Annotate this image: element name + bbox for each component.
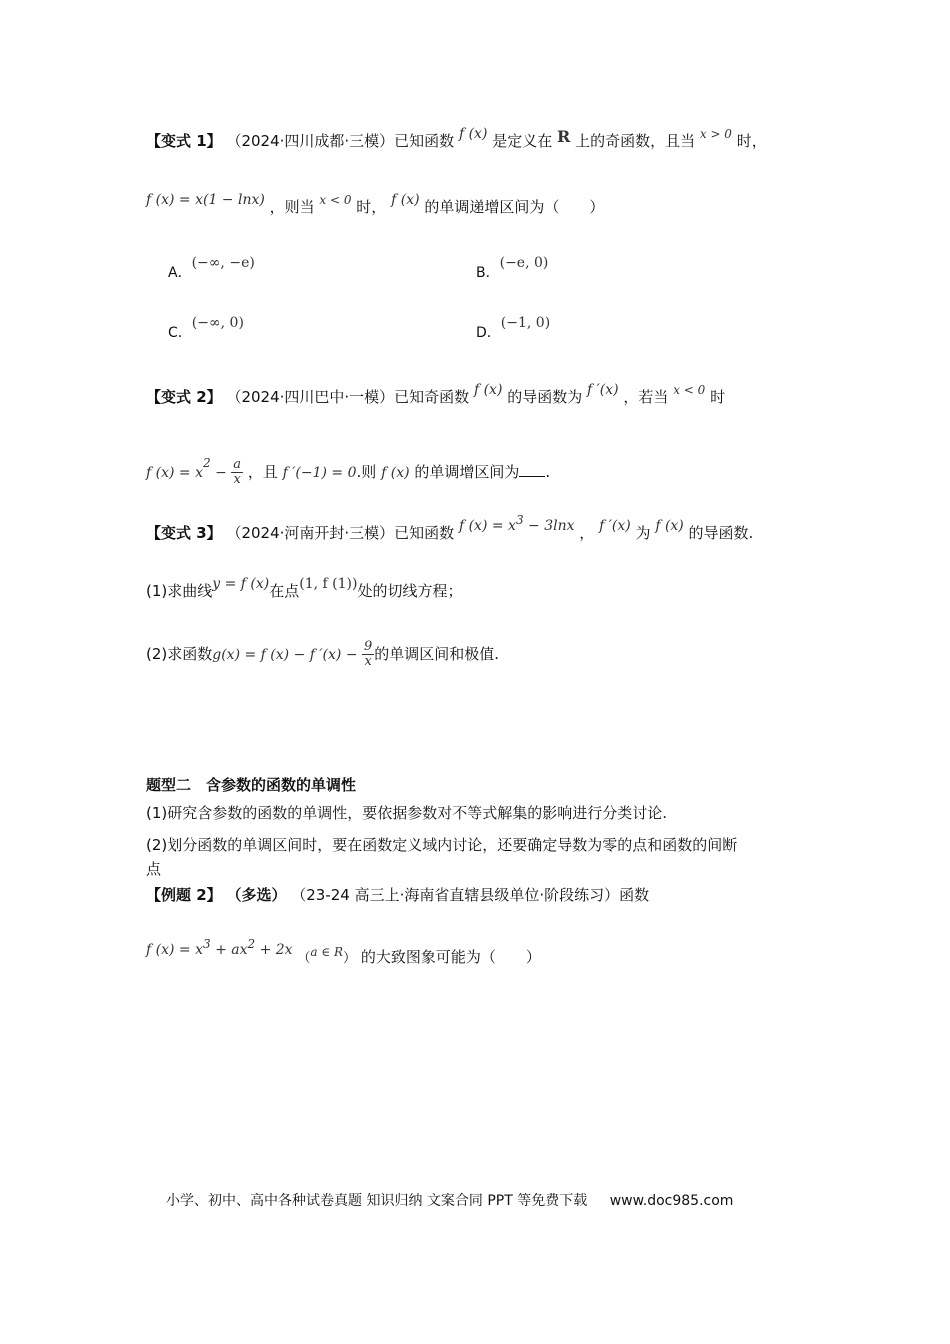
section2-point1: (1)研究含参数的函数的单调性，要依据参数对不等式解集的影响进行分类讨论. (146, 804, 668, 822)
text: 为 (635, 524, 651, 542)
text: ，则当 (269, 198, 315, 216)
text: 的单调区间和极值. (374, 645, 500, 663)
text: （ (297, 951, 311, 966)
variant2-source: （2024·四川巴中·一模）已知奇函数 (226, 388, 470, 406)
math-fraction (231, 458, 243, 487)
example2-multi: （多选） (226, 886, 287, 904)
text: 的导函数为 (507, 388, 583, 406)
math-cond2: f ′(−1) = 0 (282, 465, 357, 481)
variant2-line2 (146, 458, 550, 492)
option-c[interactable] (168, 315, 244, 342)
example2-line2 (146, 937, 541, 970)
frac-num: a (233, 457, 242, 472)
variant2-header (146, 382, 726, 409)
option-b[interactable] (476, 255, 549, 282)
math-fx: f (x) (458, 126, 488, 142)
text: ，若当 (623, 388, 669, 406)
section2-point2-cont: 点 (146, 860, 162, 878)
math-cond2: x < 0 (319, 193, 352, 207)
variant1-header (146, 126, 767, 153)
variant3-q2 (146, 640, 499, 674)
text: 的单调递增区间为（ ） (424, 198, 605, 216)
section2-title: 题型二 含参数的函数的单调性 (146, 776, 357, 794)
example2-source: （23-24 高三上·海南省直辖县级单位·阶段练习）函数 (291, 886, 650, 904)
variant3-q1 (146, 576, 463, 603)
frac-den: x (364, 654, 372, 669)
text: ） (343, 951, 357, 966)
example2-header (146, 884, 649, 906)
text: 的大致图象可能为（ ） (360, 948, 541, 966)
answer-blank[interactable] (519, 462, 545, 477)
math-def-b: + ax (210, 942, 248, 958)
frac-num: 9 (364, 639, 373, 654)
text: 是定义在 (492, 132, 553, 150)
variant3-header (146, 513, 754, 545)
math-point: (1, f (1)) (299, 576, 358, 592)
variant1-source: （2024·四川成都·三模）已知函数 (226, 132, 455, 150)
frac-den: x (233, 472, 241, 487)
variant3-source: （2024·河南开封·三模）已知函数 (226, 524, 455, 542)
math-sup1: 3 (202, 937, 211, 951)
text: 时， (356, 198, 387, 216)
math-def-c: + 2x (255, 942, 293, 958)
variant2-tag: 【变式 2】 (146, 388, 222, 406)
option-label: A． (168, 265, 192, 281)
text: (1)求曲线 (146, 582, 213, 600)
math-def-a: f (x) = x (146, 465, 203, 481)
math-fx: f (x) (473, 382, 503, 398)
text: 的单调增区间为 (414, 463, 520, 481)
text: ， (579, 524, 595, 542)
math-fprime: f ′(x) (586, 382, 619, 398)
option-value: (−1, 0) (500, 315, 551, 331)
text: 上的奇函数，且当 (575, 132, 696, 150)
option-label: B． (476, 265, 500, 281)
text: 的导函数. (688, 524, 754, 542)
option-label: D． (476, 325, 501, 341)
math-fx: f (x) (655, 518, 684, 534)
variant3-tag: 【变式 3】 (146, 524, 222, 542)
math-def-b: − (210, 465, 232, 481)
option-a[interactable] (168, 255, 255, 282)
footer-text: 小学、初中、高中各种试卷真题 知识归纳 文案合同 PPT 等免费下载 (166, 1193, 588, 1209)
math-fx2: f (x) (391, 192, 420, 208)
option-value: (−e, 0) (499, 255, 549, 271)
math-R: R (556, 127, 571, 146)
text: 在点 (269, 582, 300, 600)
page-footer (166, 1190, 733, 1210)
text: .则 (356, 463, 377, 481)
math-curve: y = f (x) (212, 576, 270, 592)
text: 时， (736, 132, 767, 150)
section2-point2: (2)划分函数的单调区间时，要在函数定义域内讨论，还要确定导数为零的点和函数的间断 (146, 836, 738, 854)
math-cond: a ∈ R (310, 945, 344, 959)
math-cond: x < 0 (673, 383, 706, 397)
math-fx2: f (x) (381, 465, 410, 481)
variant1-line2 (146, 192, 605, 219)
math-sup: 3 (515, 513, 524, 527)
math-def-a: f (x) = x (458, 518, 516, 534)
math-cond: x > 0 (699, 127, 732, 141)
option-value: (−∞, 0) (191, 315, 244, 331)
text: (2)求函数 (146, 645, 213, 663)
variant1-tag: 【变式 1】 (146, 132, 222, 150)
option-label: C． (168, 325, 192, 341)
math-sup: 2 (202, 456, 211, 470)
text: ，且 (247, 463, 278, 481)
text: . (545, 463, 551, 481)
math-g: g(x) = f (x) − f ′(x) − (212, 647, 363, 663)
footer-url[interactable]: www.doc985.com (609, 1193, 734, 1209)
text: 时 (710, 388, 726, 406)
option-value: (−∞, −e) (191, 255, 255, 271)
text: 处的切线方程； (357, 582, 463, 600)
math-definition: f (x) = x(1 − lnx) (146, 192, 265, 208)
math-sup2: 2 (247, 937, 256, 951)
option-d[interactable] (476, 315, 551, 342)
math-fraction (362, 640, 374, 669)
example2-tag: 【例题 2】 (146, 886, 222, 904)
math-def-b: − 3lnx (523, 518, 575, 534)
math-fprime: f ′(x) (599, 518, 631, 534)
math-def-a: f (x) = x (146, 942, 203, 958)
